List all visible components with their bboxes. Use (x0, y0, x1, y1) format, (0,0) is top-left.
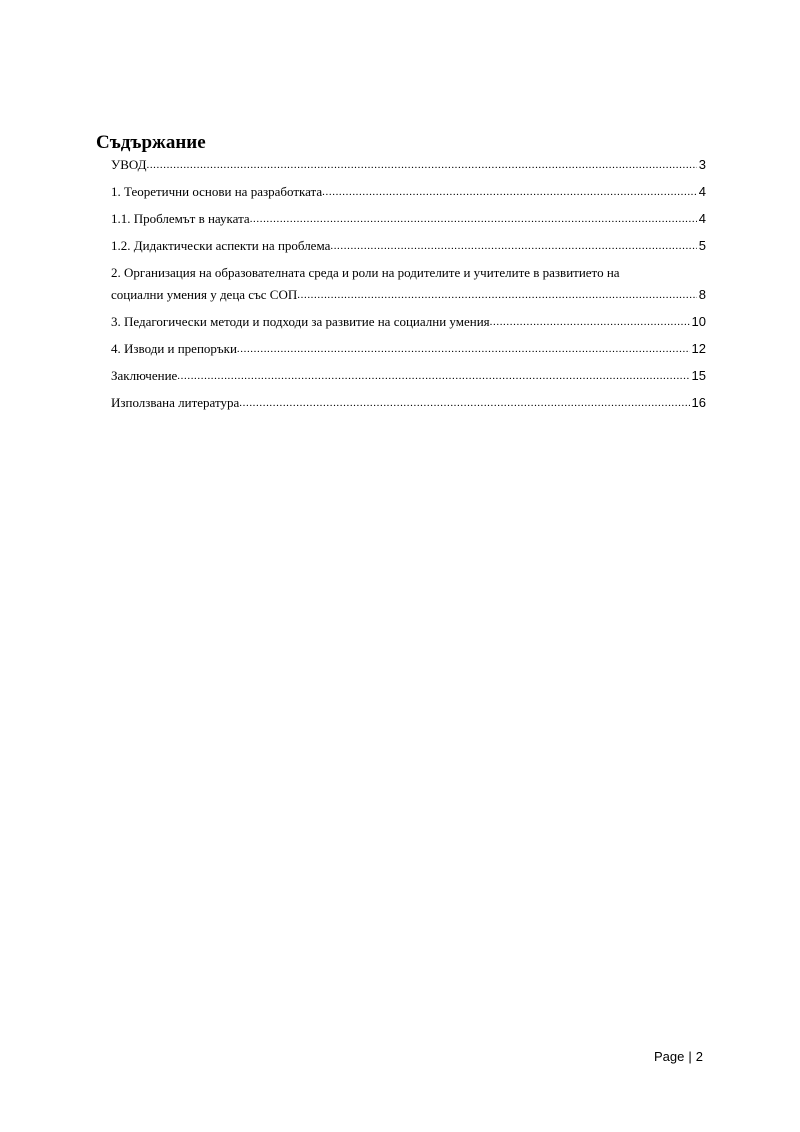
toc-entry-page: 4 (698, 211, 706, 226)
toc-entry-references[interactable] (111, 392, 706, 414)
toc-entry-page: 4 (698, 184, 706, 199)
footer-page-label: Page (654, 1049, 685, 1064)
toc-entry-title: Заключение (111, 368, 178, 383)
toc-entry-title: УВОД (111, 157, 147, 172)
toc-entry-page: 16 (691, 395, 706, 410)
page-footer (654, 1047, 703, 1067)
toc-entry-page: 12 (691, 341, 706, 356)
toc-dot-leader (177, 365, 689, 387)
toc-entry-conclusion[interactable] (111, 365, 706, 387)
toc-entry-title: Използвана литература (111, 395, 240, 410)
toc-entry-title: 1. Теоретични основи на разработката (111, 184, 323, 199)
footer-page-number: 2 (695, 1049, 703, 1064)
toc-entry-chapter-3[interactable] (111, 311, 706, 333)
toc-entry-chapter-1[interactable] (111, 181, 706, 203)
toc-dot-leader (237, 338, 690, 360)
table-of-contents (111, 154, 706, 419)
toc-entry-title-line1: 2. Организация на образователната среда и роли на родителите и учителите в развитието на (111, 265, 620, 280)
toc-entry-page: 3 (698, 157, 706, 172)
footer-separator: | (688, 1049, 692, 1064)
toc-heading: Съдържание (96, 132, 206, 153)
toc-entry-title: 3. Педагогически методи и подходи за развитие на социални умения (111, 314, 490, 329)
toc-dot-leader (239, 392, 689, 414)
toc-dot-leader (490, 311, 690, 333)
toc-dot-leader (322, 181, 697, 203)
toc-entry-chapter-4[interactable] (111, 338, 706, 360)
toc-entry-title-line2: социални умения у деца със СОП (111, 287, 298, 302)
toc-entry-chapter-2[interactable] (111, 262, 706, 306)
toc-entry-section-1-1[interactable] (111, 208, 706, 230)
toc-entry-page: 5 (698, 238, 706, 253)
toc-dot-leader (330, 235, 696, 257)
toc-entry-title: 4. Изводи и препоръки (111, 341, 237, 356)
toc-entry-page: 15 (691, 368, 706, 383)
toc-dot-leader (297, 284, 697, 306)
toc-dot-leader (146, 154, 696, 176)
toc-entry-page: 8 (698, 287, 706, 302)
toc-entry-page: 10 (691, 314, 706, 329)
toc-entry-title: 1.2. Дидактически аспекти на проблема (111, 238, 331, 253)
toc-dot-leader (250, 208, 697, 230)
toc-entry-title: 1.1. Проблемът в науката (111, 211, 250, 226)
toc-entry-section-1-2[interactable] (111, 235, 706, 257)
toc-entry-intro[interactable] (111, 154, 706, 176)
